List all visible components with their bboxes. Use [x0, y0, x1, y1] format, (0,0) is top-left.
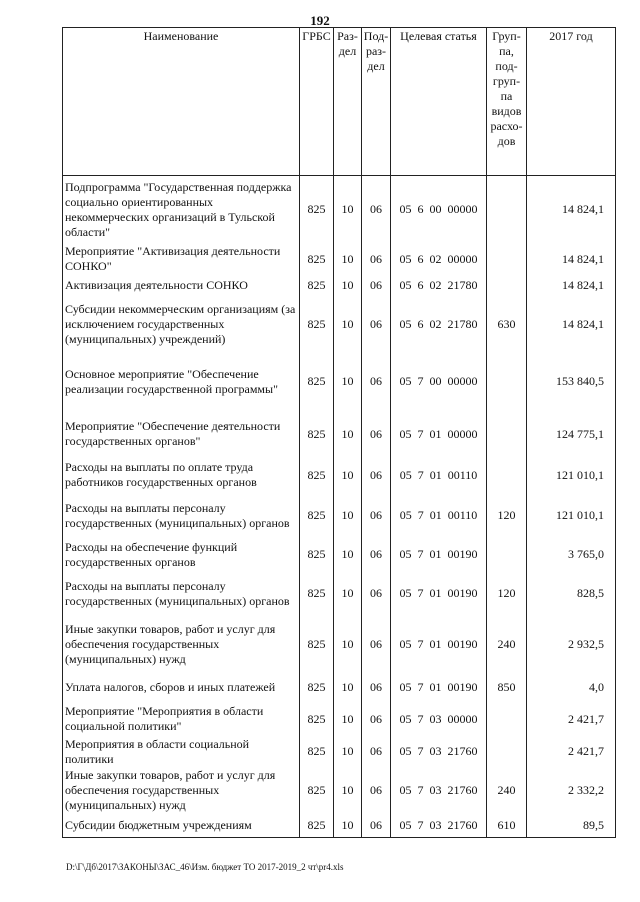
cell-group [487, 411, 527, 458]
cell-amount: 14 824,1 [527, 176, 616, 244]
cell-grbs: 825 [300, 737, 334, 767]
cell-grbs: 825 [300, 411, 334, 458]
cell-razdel: 10 [334, 493, 362, 539]
table-row [63, 275, 616, 296]
cell-group [487, 275, 527, 296]
cell-amount: 2 332,2 [527, 767, 616, 814]
cell-amount: 2 421,7 [527, 702, 616, 737]
table-row [63, 673, 616, 702]
cell-podrazdel: 06 [362, 617, 391, 673]
cell-podrazdel: 06 [362, 814, 391, 838]
cell-razdel: 10 [334, 353, 362, 411]
cell-group: 240 [487, 617, 527, 673]
cell-name: Основное мероприятие "Обеспечение реализации государственной программы" [63, 353, 300, 411]
cell-podrazdel: 06 [362, 737, 391, 767]
cell-group: 850 [487, 673, 527, 702]
header-target: Целевая статья [391, 28, 487, 176]
table-body [63, 176, 616, 838]
cell-name: Мероприятие "Активизация деятельности СОНКО" [63, 244, 300, 275]
cell-group [487, 176, 527, 244]
table-row [63, 176, 616, 244]
cell-grbs: 825 [300, 176, 334, 244]
cell-razdel: 10 [334, 702, 362, 737]
cell-razdel: 10 [334, 737, 362, 767]
table-row [63, 411, 616, 458]
cell-grbs: 825 [300, 493, 334, 539]
cell-amount: 121 010,1 [527, 493, 616, 539]
cell-group: 630 [487, 296, 527, 353]
cell-podrazdel: 06 [362, 244, 391, 275]
cell-target-code: 05 7 01 00110 [391, 458, 487, 493]
cell-amount: 3 765,0 [527, 539, 616, 571]
cell-target-code: 05 7 01 00190 [391, 673, 487, 702]
cell-podrazdel: 06 [362, 176, 391, 244]
cell-name: Активизация деятельности СОНКО [63, 275, 300, 296]
table-header-row [63, 28, 616, 176]
cell-amount: 121 010,1 [527, 458, 616, 493]
cell-grbs: 825 [300, 617, 334, 673]
table-row [63, 617, 616, 673]
file-path-footer: D:\Г\Дб\2017\ЗАКОНЫ\ЗАС_46\Изм. бюджет ТО 2017-2019_2 чт\pr4.xls [66, 862, 344, 872]
table-row [63, 767, 616, 814]
cell-group [487, 737, 527, 767]
table-row [63, 353, 616, 411]
cell-name: Уплата налогов, сборов и иных платежей [63, 673, 300, 702]
cell-razdel: 10 [334, 458, 362, 493]
cell-group: 120 [487, 571, 527, 617]
cell-podrazdel: 06 [362, 493, 391, 539]
cell-group [487, 353, 527, 411]
cell-group: 610 [487, 814, 527, 838]
cell-grbs: 825 [300, 539, 334, 571]
cell-target-code: 05 7 01 00190 [391, 571, 487, 617]
table-row [63, 571, 616, 617]
header-year: 2017 год [527, 28, 616, 176]
cell-target-code: 05 6 00 00000 [391, 176, 487, 244]
cell-grbs: 825 [300, 353, 334, 411]
cell-grbs: 825 [300, 673, 334, 702]
cell-name: Иные закупки товаров, работ и услуг для обеспечения государственных (муниципальных) нужд [63, 617, 300, 673]
cell-target-code: 05 7 03 21760 [391, 814, 487, 838]
cell-name: Расходы на обеспечение функций государственных органов [63, 539, 300, 571]
cell-name: Мероприятие "Обеспечение деятельности государственных органов" [63, 411, 300, 458]
cell-razdel: 10 [334, 176, 362, 244]
table-row [63, 814, 616, 838]
cell-name: Иные закупки товаров, работ и услуг для обеспечения государственных (муниципальных) нужд [63, 767, 300, 814]
cell-target-code: 05 6 02 21780 [391, 275, 487, 296]
header-podrazdel: Под- раз- дел [362, 28, 391, 176]
cell-grbs: 825 [300, 571, 334, 617]
cell-podrazdel: 06 [362, 353, 391, 411]
cell-target-code: 05 7 03 21760 [391, 767, 487, 814]
cell-grbs: 825 [300, 244, 334, 275]
table-row [63, 493, 616, 539]
table-row [63, 539, 616, 571]
cell-name: Подпрограмма "Государственная поддержка социально ориентированных некоммерческих организаций в Тульской области" [63, 176, 300, 244]
cell-target-code: 05 7 01 00110 [391, 493, 487, 539]
cell-amount: 124 775,1 [527, 411, 616, 458]
cell-razdel: 10 [334, 673, 362, 702]
cell-razdel: 10 [334, 814, 362, 838]
cell-group [487, 539, 527, 571]
cell-grbs: 825 [300, 458, 334, 493]
cell-razdel: 10 [334, 617, 362, 673]
cell-podrazdel: 06 [362, 767, 391, 814]
page-number: 192 [310, 13, 330, 28]
header-grbs: ГРБС [300, 28, 334, 176]
cell-group [487, 458, 527, 493]
cell-name: Мероприятия в области социальной политики [63, 737, 300, 767]
cell-target-code: 05 7 01 00190 [391, 539, 487, 571]
cell-podrazdel: 06 [362, 539, 391, 571]
cell-amount: 4,0 [527, 673, 616, 702]
cell-target-code: 05 7 01 00000 [391, 411, 487, 458]
cell-podrazdel: 06 [362, 458, 391, 493]
cell-group: 240 [487, 767, 527, 814]
cell-grbs: 825 [300, 814, 334, 838]
cell-name: Расходы на выплаты по оплате труда работников государственных органов [63, 458, 300, 493]
cell-amount: 14 824,1 [527, 275, 616, 296]
cell-target-code: 05 7 01 00190 [391, 617, 487, 673]
cell-target-code: 05 6 02 00000 [391, 244, 487, 275]
cell-name: Расходы на выплаты персоналу государственных (муниципальных) органов [63, 493, 300, 539]
table-row [63, 296, 616, 353]
cell-podrazdel: 06 [362, 411, 391, 458]
cell-amount: 828,5 [527, 571, 616, 617]
cell-name: Субсидии бюджетным учреждениям [63, 814, 300, 838]
cell-amount: 2 421,7 [527, 737, 616, 767]
header-name: Наименование [63, 28, 300, 176]
header-razdel: Раз- дел [334, 28, 362, 176]
cell-razdel: 10 [334, 411, 362, 458]
cell-grbs: 825 [300, 702, 334, 737]
header-group: Груп- па, под- груп- па видов расхо- дов [487, 28, 527, 176]
cell-razdel: 10 [334, 296, 362, 353]
cell-target-code: 05 7 03 21760 [391, 737, 487, 767]
cell-amount: 89,5 [527, 814, 616, 838]
cell-podrazdel: 06 [362, 571, 391, 617]
cell-target-code: 05 7 03 00000 [391, 702, 487, 737]
cell-target-code: 05 6 02 21780 [391, 296, 487, 353]
cell-razdel: 10 [334, 275, 362, 296]
table-row [63, 737, 616, 767]
cell-podrazdel: 06 [362, 702, 391, 737]
cell-name: Мероприятие "Мероприятия в области социальной политики" [63, 702, 300, 737]
table-row [63, 244, 616, 275]
budget-table [62, 27, 616, 838]
cell-name: Расходы на выплаты персоналу государственных (муниципальных) органов [63, 571, 300, 617]
cell-amount: 2 932,5 [527, 617, 616, 673]
cell-amount: 14 824,1 [527, 244, 616, 275]
cell-razdel: 10 [334, 767, 362, 814]
cell-podrazdel: 06 [362, 296, 391, 353]
cell-razdel: 10 [334, 539, 362, 571]
cell-podrazdel: 06 [362, 673, 391, 702]
table-row [63, 702, 616, 737]
cell-group [487, 244, 527, 275]
cell-razdel: 10 [334, 571, 362, 617]
cell-podrazdel: 06 [362, 275, 391, 296]
cell-amount: 153 840,5 [527, 353, 616, 411]
cell-group: 120 [487, 493, 527, 539]
table-row [63, 458, 616, 493]
cell-group [487, 702, 527, 737]
cell-grbs: 825 [300, 767, 334, 814]
cell-target-code: 05 7 00 00000 [391, 353, 487, 411]
cell-amount: 14 824,1 [527, 296, 616, 353]
cell-name: Субсидии некоммерческим организациям (за исключением государственных (муниципальных) учреждений) [63, 296, 300, 353]
cell-grbs: 825 [300, 296, 334, 353]
cell-grbs: 825 [300, 275, 334, 296]
cell-razdel: 10 [334, 244, 362, 275]
